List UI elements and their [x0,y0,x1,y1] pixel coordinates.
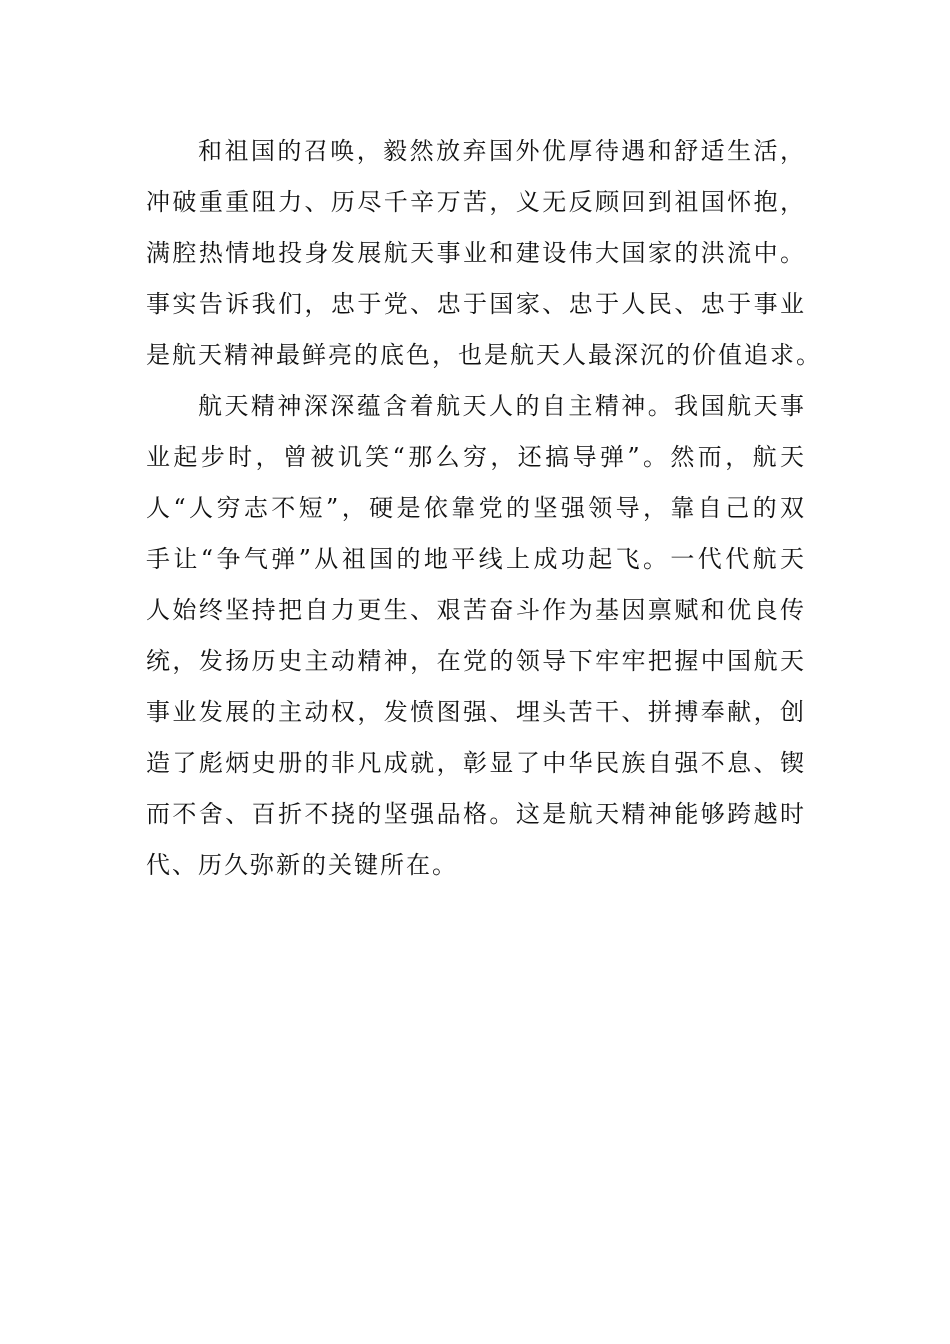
text-line: 代、历久弥新的关键所在。 [146,851,458,879]
body-text [146,126,822,891]
text-line: 手让“争气弹”从祖国的地平线上成功起飞。一代代航天 [146,545,806,573]
text-line: 统，发扬历史主动精神，在党的领导下牢牢把握中国航天 [146,647,806,675]
text-line: 是航天精神最鲜亮的底色，也是航天人最深沉的价值追求。 [146,341,822,369]
text-line: 航天精神深深蕴含着航天人的自主精神。我国航天事 [198,392,806,420]
text-line: 造了彪炳史册的非凡成就，彰显了中华民族自强不息、锲 [146,749,806,777]
paragraph-1 [146,126,822,381]
text-line: 人始终坚持把自力更生、艰苦奋斗作为基因禀赋和优良传 [146,596,806,624]
text-line: 冲破重重阻力、历尽千辛万苦，义无反顾回到祖国怀抱， [146,188,806,216]
paragraph-2 [146,381,806,891]
text-line: 和祖国的召唤，毅然放弃国外优厚待遇和舒适生活， [198,137,806,165]
text-line: 满腔热情地投身发展航天事业和建设伟大国家的洪流中。 [146,239,806,267]
text-line: 事业发展的主动权，发愤图强、埋头苦干、拼搏奉献，创 [146,698,806,726]
text-line: 业起步时，曾被讥笑“那么穷，还搞导弹”。然而，航天 [146,443,806,471]
text-line: 而不舍、百折不挠的坚强品格。这是航天精神能够跨越时 [146,800,806,828]
text-line: 事实告诉我们，忠于党、忠于国家、忠于人民、忠于事业 [146,290,806,318]
text-line: 人“人穷志不短”，硬是依靠党的坚强领导，靠自己的双 [146,494,806,522]
